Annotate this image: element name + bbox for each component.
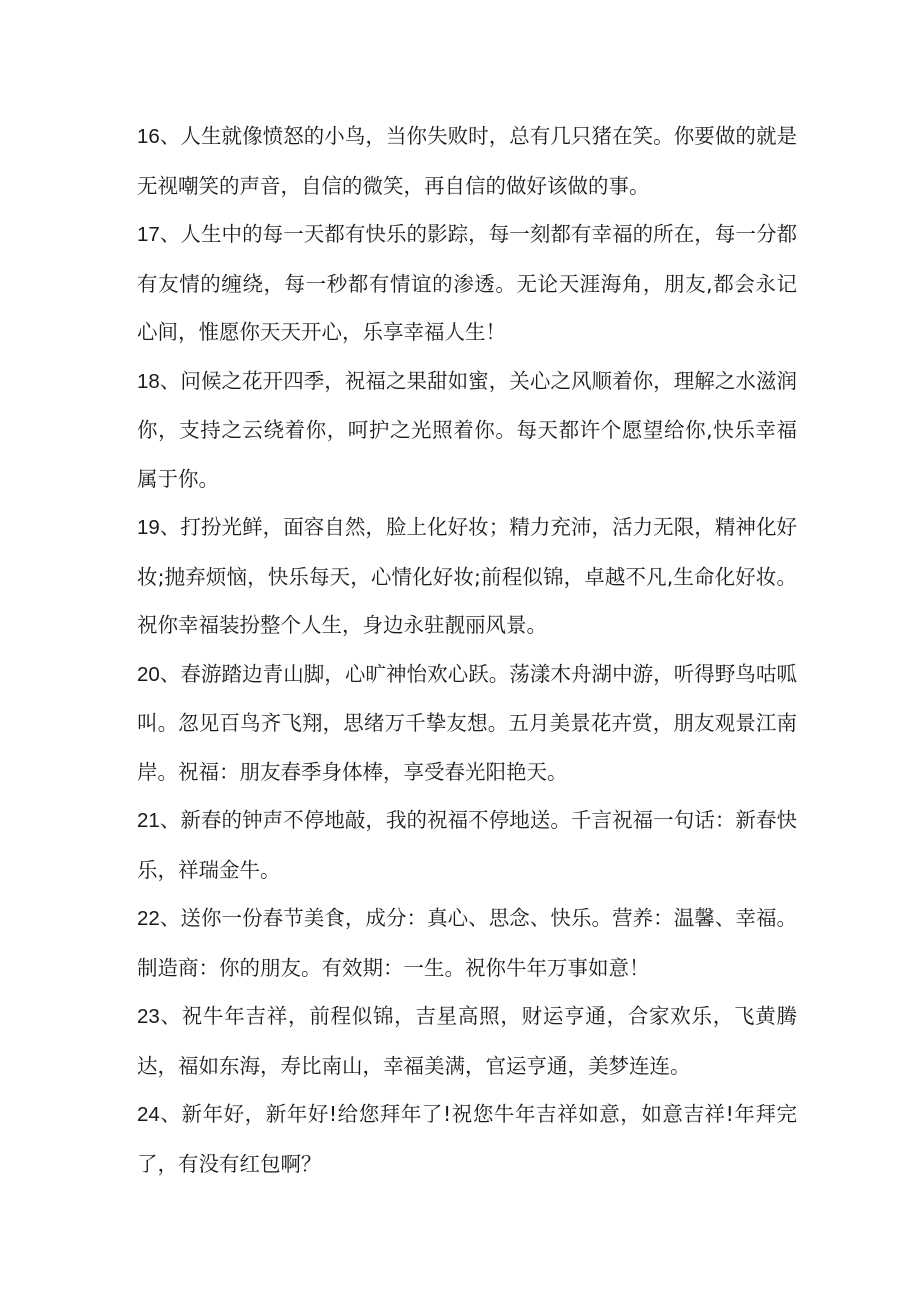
item-number: 16 [137,125,160,148]
item-number: 23 [137,1005,160,1028]
item-text: 、打扮光鲜，面容自然，脸上化好妆；精力充沛，活力无限，精神化好妆;抛弃烦恼，快乐每天，心情化好妆;前程似锦，卓越不凡,生命化好妆。祝你幸福装扮整个人生，身边永驻靓丽风景。 [137,515,797,637]
paragraph-21 [137,796,797,894]
item-number: 20 [137,662,160,686]
paragraph-20 [137,650,797,797]
paragraph-16 [137,112,797,210]
paragraph-18 [137,357,797,504]
item-text: 、送你一份春节美食，成分：真心、思念、快乐。营养：温馨、幸福。制造商：你的朋友。有效期：一生。祝你牛年万事如意！ [137,906,797,980]
item-text: 、新年好，新年好!给您拜年了!祝您牛年吉祥如意，如意吉祥!年拜完了，有没有红包啊？ [137,1102,797,1176]
item-number: 18 [137,369,160,393]
item-number: 21 [137,809,160,832]
item-text: 、人生就像愤怒的小鸟，当你失败时，总有几只猪在笑。你要做的就是无视嘲笑的声音，自信的微笑，再自信的做好该做的事。 [137,124,797,198]
paragraph-23 [137,992,797,1090]
item-number: 22 [137,907,160,930]
paragraph-22 [137,894,797,992]
item-text: 、新春的钟声不停地敲，我的祝福不停地送。千言祝福一句话：新春快乐，祥瑞金牛。 [137,808,797,882]
item-number: 19 [137,516,160,539]
item-text: 、问候之花开四季，祝福之果甜如蜜，关心之风顺着你，理解之水滋润你，支持之云绕着你，呵护之光照着你。每天都许个愿望给你,快乐幸福属于你。 [137,368,797,491]
paragraph-24 [137,1090,797,1188]
item-text: 、春游踏边青山脚，心旷神怡欢心跃。荡漾木舟湖中游，听得野鸟咕呱叫。忽见百鸟齐飞翔，思绪万千挚友想。五月美景花卉赏，朋友观景江南岸。祝福：朋友春季身体棒，享受春光阳艳天。 [137,661,797,784]
item-number: 17 [137,223,160,246]
paragraph-17 [137,210,797,357]
item-text: 、人生中的每一天都有快乐的影踪，每一刻都有幸福的所在，每一分都有友情的缠绕，每一秒都有情谊的渗透。无论天涯海角，朋友,都会永记心间，惟愿你天天开心，乐享幸福人生！ [137,222,797,344]
document-body [137,112,797,1188]
item-number: 24 [137,1103,160,1126]
paragraph-19 [137,503,797,650]
item-text: 、祝牛年吉祥，前程似锦，吉星高照，财运亨通，合家欢乐，飞黄腾达，福如东海，寿比南山，幸福美满，官运亨通，美梦连连。 [137,1004,797,1078]
